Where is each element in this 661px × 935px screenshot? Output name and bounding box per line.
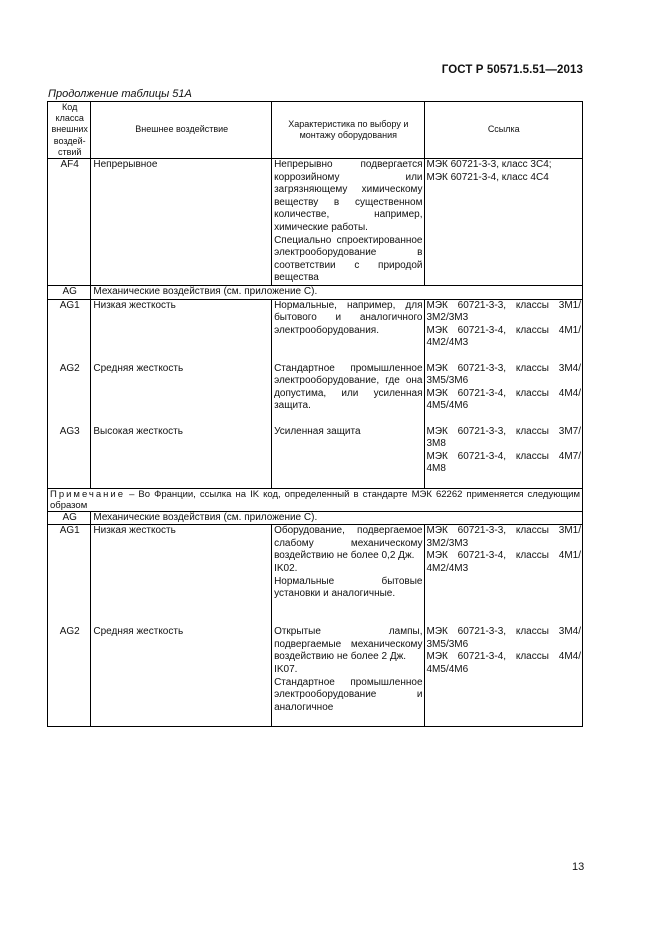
page-number: 13 bbox=[572, 861, 585, 873]
row-reference bbox=[424, 525, 583, 627]
reference-text: МЭК 60721-3-4, класс 4С4 bbox=[426, 171, 549, 183]
row-reference bbox=[424, 159, 583, 286]
table-row bbox=[48, 285, 583, 299]
characteristic-text: IK07. bbox=[274, 663, 298, 675]
characteristic-text: IK02. bbox=[274, 562, 298, 574]
row-code: AG2 bbox=[48, 626, 91, 727]
reference-text: МЭК 60721-3-3, классы 3М4/ 3М5/3М6 bbox=[426, 626, 581, 650]
characteristic-text: Открытые лампы, подвергаемые механическому воздействию не более 2 Дж. bbox=[274, 626, 423, 663]
table-header-row bbox=[48, 102, 583, 159]
table-51a bbox=[47, 101, 583, 727]
characteristic-text: Специально спроектированное электрооборудование в соответствии с природой вещества bbox=[274, 234, 423, 284]
reference-text: МЭК 60721-3-3, класс 3С4; bbox=[426, 159, 552, 171]
row-influence: Механические воздействия (см. приложение С). bbox=[91, 511, 583, 525]
table-row bbox=[48, 363, 583, 426]
characteristic-text: Нормальные бытовые установки и аналогичные. bbox=[274, 575, 423, 600]
header-reference: Ссылка bbox=[424, 102, 583, 159]
row-reference bbox=[424, 626, 583, 727]
row-code: AG bbox=[48, 285, 91, 299]
characteristic-text: Оборудование, подвергаемое слабому механическому воздействию не более 0,2 Дж. bbox=[274, 525, 423, 562]
table-row bbox=[48, 426, 583, 489]
characteristic-text: Непрерывно подвергается коррозийному или загрязняющему химическому веществу в существенном количестве, например, химические работы. bbox=[274, 159, 423, 233]
row-characteristic bbox=[272, 159, 424, 286]
row-code: AG2 bbox=[48, 363, 91, 426]
row-influence: Непрерывное bbox=[91, 159, 272, 286]
standard-number: ГОСТ Р 50571.5.51—2013 bbox=[441, 64, 583, 76]
row-characteristic bbox=[272, 626, 424, 727]
reference-text: МЭК 60721-3-3, классы 3М1/ 3М2/3М3 bbox=[426, 525, 581, 549]
row-characteristic: Усиленная защита bbox=[272, 426, 424, 489]
reference-text: МЭК 60721-3-3, классы 3М7/ 3М8 bbox=[426, 425, 581, 450]
row-code: AG bbox=[48, 511, 91, 525]
table-note bbox=[48, 488, 583, 511]
table-row bbox=[48, 511, 583, 525]
table-row bbox=[48, 159, 583, 286]
reference-text: МЭК 60721-3-4, классы 4М1/ 4М2/4М3 bbox=[426, 550, 581, 574]
row-reference bbox=[424, 426, 583, 489]
reference-text: МЭК 60721-3-4, классы 4М4/ 4М5/4М6 bbox=[426, 651, 581, 675]
row-characteristic: Нормальные, например, для бытового и аналогичного электрооборудования. bbox=[272, 299, 424, 363]
row-characteristic bbox=[272, 525, 424, 627]
reference-text: МЭК 60721-3-3, классы 3М1/ 3М2/3М3 bbox=[426, 299, 581, 324]
row-code: AG3 bbox=[48, 426, 91, 489]
row-influence: Средняя жесткость bbox=[91, 626, 272, 727]
note-text: – Во Франции, ссылка на IK код, определенный в стандарте МЭК 62262 применяется следующим образом bbox=[50, 488, 580, 511]
table-row bbox=[48, 299, 583, 363]
reference-text: МЭК 60721-3-4, классы 4М7/ 4М8 bbox=[426, 450, 581, 475]
row-reference bbox=[424, 363, 583, 426]
row-reference bbox=[424, 299, 583, 363]
table-note-row bbox=[48, 488, 583, 511]
header-characteristic: Характеристика по выбору и монтажу оборудования bbox=[272, 102, 424, 159]
header-influence: Внешнее воздействие bbox=[91, 102, 272, 159]
reference-text: МЭК 60721-3-4, классы 4М1/ 4М2/4М3 bbox=[426, 324, 581, 349]
table-caption: Продолжение таблицы 51А bbox=[48, 88, 192, 100]
reference-text: МЭК 60721-3-3, классы 3М4/ 3М5/3М6 bbox=[426, 362, 581, 387]
table-row bbox=[48, 525, 583, 627]
note-label: Примечание bbox=[50, 488, 125, 500]
row-code: AG1 bbox=[48, 299, 91, 363]
reference-text: МЭК 60721-3-4, классы 4М4/ 4М5/4М6 bbox=[426, 387, 581, 412]
row-characteristic: Стандартное промышленное электрооборудование, где она допустима, или усиленная защита. bbox=[272, 363, 424, 426]
header-code: Код класса внешних воздей-ствий bbox=[48, 102, 91, 159]
row-influence: Средняя жесткость bbox=[91, 363, 272, 426]
row-influence: Низкая жесткость bbox=[91, 299, 272, 363]
characteristic-text: Стандартное промышленное электрооборудование и аналогичное bbox=[274, 676, 423, 713]
row-code: AF4 bbox=[48, 159, 91, 286]
row-influence: Высокая жесткость bbox=[91, 426, 272, 489]
row-influence: Низкая жесткость bbox=[91, 525, 272, 627]
table-row bbox=[48, 626, 583, 727]
row-influence: Механические воздействия (см. приложение С). bbox=[91, 285, 583, 299]
row-code: AG1 bbox=[48, 525, 91, 627]
